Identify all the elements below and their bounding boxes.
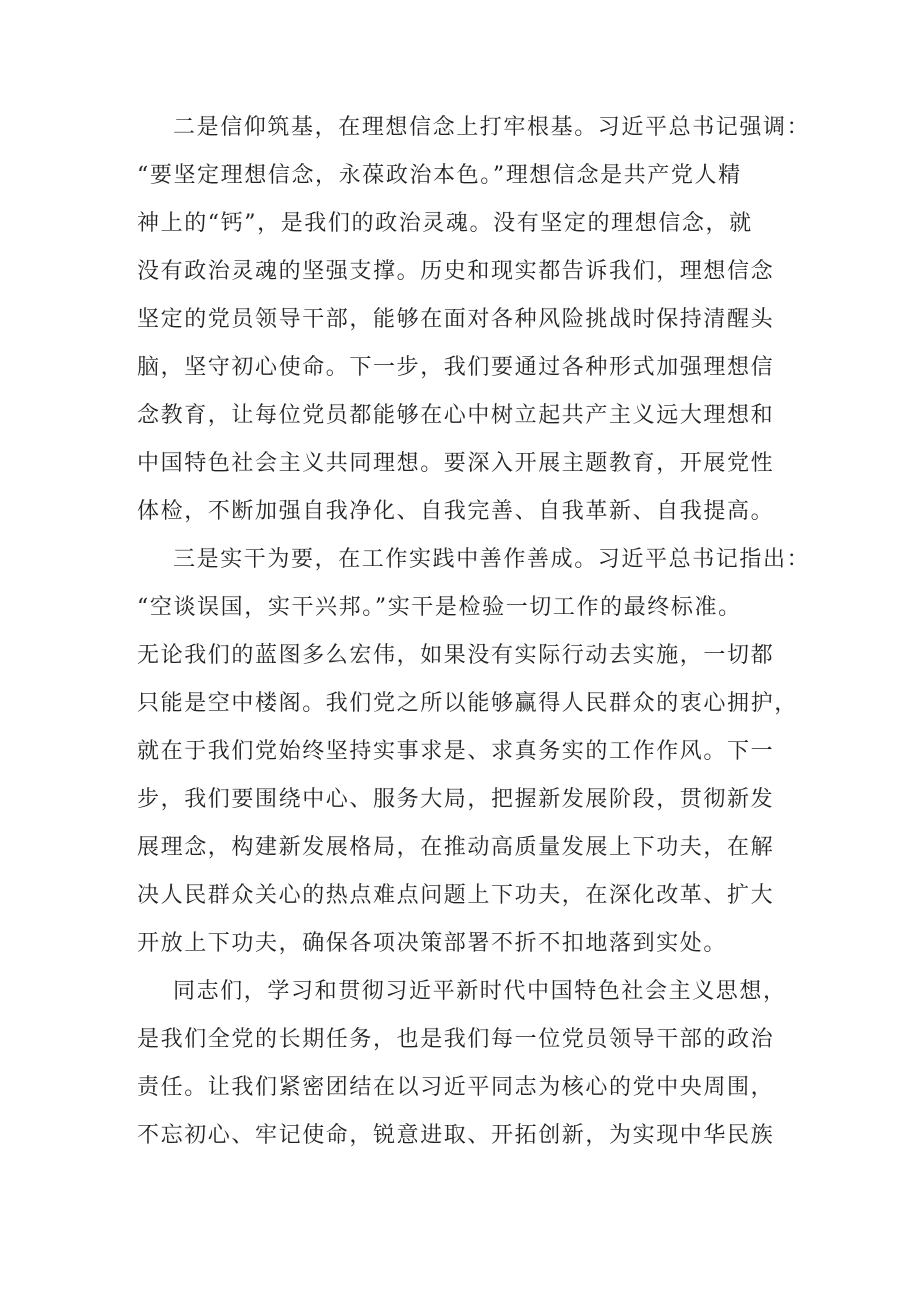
paragraph-practice — [137, 536, 811, 968]
paragraph-line: 只能是空中楼阁。我们党之所以能够赢得人民群众的衷心拥护， — [137, 691, 798, 716]
paragraph-line: 步，我们要围绕中心、服务大局，把握新发展阶段，贯彻新发 — [137, 787, 775, 812]
paragraph-line: 神上的“钙”，是我们的政治灵魂。没有坚定的理想信念，就 — [137, 211, 753, 236]
paragraph-line: 脑，坚守初心使命。下一步，我们要通过各种形式加强理想信 — [137, 355, 775, 380]
paragraph-line: 是我们全党的长期任务，也是我们每一位党员领导干部的政治 — [137, 1027, 775, 1052]
paragraph-line: 三是实干为要，在工作实践中善作善成。习近平总书记指出： — [173, 547, 811, 572]
paragraph-line: 体检，不断加强自我净化、自我完善、自我革新、自我提高。 — [137, 499, 775, 524]
paragraph-closing — [137, 968, 787, 1160]
paragraph-line: “空谈误国，实干兴邦。”实干是检验一切工作的最终标准。 — [137, 595, 742, 620]
paragraph-line: “要坚定理想信念，永葆政治本色。”理想信念是共产党人精 — [137, 163, 742, 188]
paragraph-line: 没有政治灵魂的坚强支撑。历史和现实都告诉我们，理想信念 — [137, 259, 775, 284]
paragraph-line: 就在于我们党始终坚持实事求是、求真务实的工作作风。下一 — [137, 739, 775, 764]
paragraph-line: 开放上下功夫，确保各项决策部署不折不扣地落到实处。 — [137, 931, 728, 956]
paragraph-faith — [137, 104, 811, 536]
paragraph-line: 决人民群众关心的热点难点问题上下功夫，在深化改革、扩大 — [137, 883, 775, 908]
paragraph-line: 中国特色社会主义共同理想。要深入开展主题教育，开展党性 — [137, 451, 775, 476]
paragraph-line: 不忘初心、牢记使命，锐意进取、开拓创新，为实现中华民族 — [137, 1123, 775, 1148]
paragraph-line: 念教育，让每位党员都能够在心中树立起共产主义远大理想和 — [137, 403, 775, 428]
paragraph-line: 无论我们的蓝图多么宏伟，如果没有实际行动去实施，一切都 — [137, 643, 775, 668]
paragraph-line: 二是信仰筑基，在理想信念上打牢根基。习近平总书记强调： — [173, 115, 811, 140]
paragraph-line: 同志们，学习和贯彻习近平新时代中国特色社会主义思想， — [173, 979, 787, 1004]
document-body — [137, 104, 811, 1160]
paragraph-line: 责任。让我们紧密团结在以习近平同志为核心的党中央周围， — [137, 1075, 775, 1100]
paragraph-line: 展理念，构建新发展格局，在推动高质量发展上下功夫，在解 — [137, 835, 775, 860]
paragraph-line: 坚定的党员领导干部，能够在面对各种风险挑战时保持清醒头 — [137, 307, 775, 332]
